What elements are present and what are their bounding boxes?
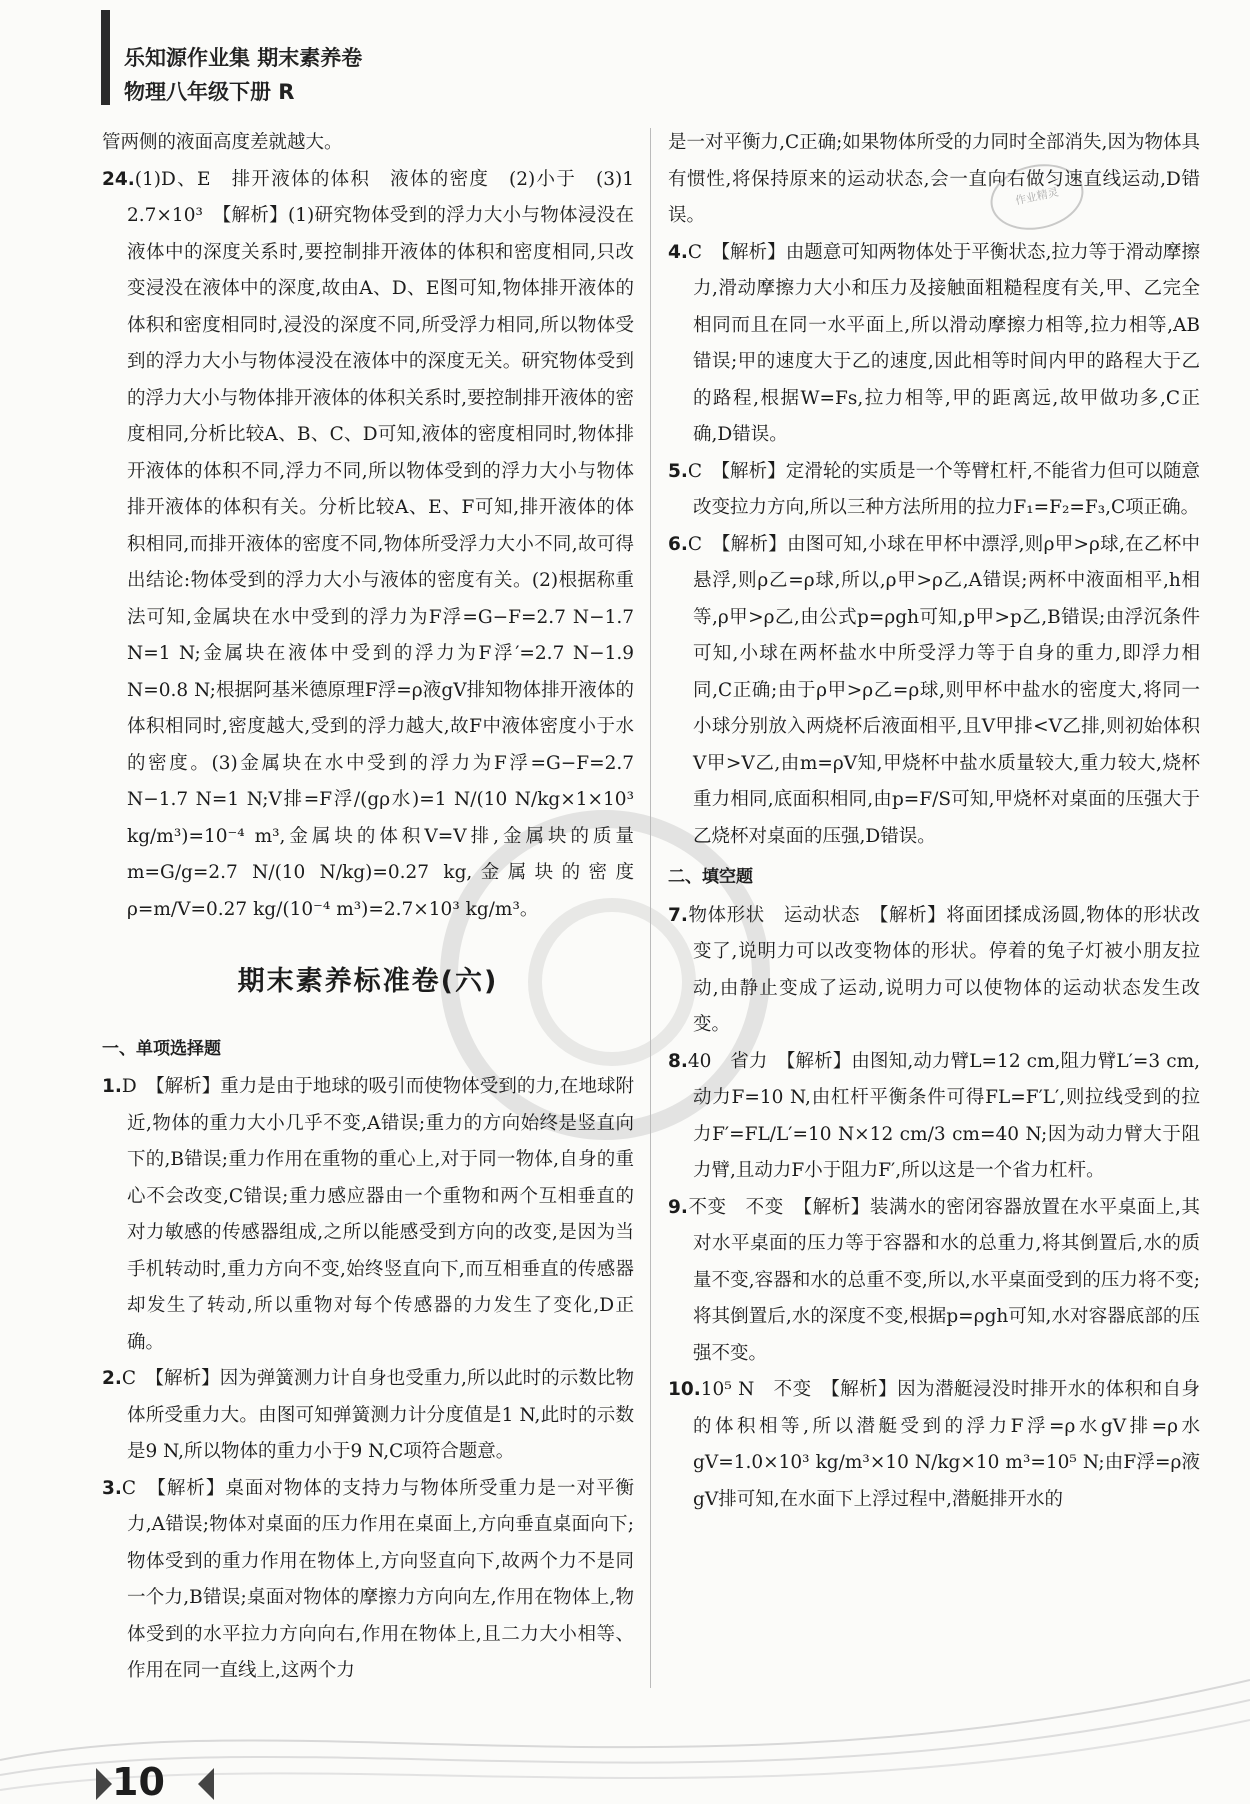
answer-text: 物体形状 运动状态 【解析】将面团揉成汤圆,物体的形状改变了,说明力可以改变物体的形状。停着的兔子灯被小朋友拉动,由静止变成了运动,说明力可以使物体的运动状态发生改变。 — [687, 904, 1200, 1035]
answer-number: 3. — [102, 1477, 122, 1499]
answer-4 — [668, 235, 1200, 454]
answer-number: 7. — [668, 904, 688, 926]
answer-text: 40 省力 【解析】由图知,动力臂L=12 cm,阻力臂L′=3 cm,动力F=10 N,由杠杆平衡条件可得FL=F′L′,则拉线受到的拉力F′=FL/L′=10 N×12 cm/3 cm=40 N;因为动力臂大于阻力臂,且动力F小于阻力F′,所以这是一个省力杠杆。 — [687, 1050, 1200, 1181]
answer-5 — [668, 454, 1200, 527]
answer-3 — [102, 1471, 634, 1690]
answer-number: 4. — [668, 241, 688, 263]
answer-10 — [668, 1372, 1200, 1518]
section-title: 期末素养标准卷(六) — [237, 966, 499, 997]
answer-6 — [668, 527, 1200, 856]
answer-text: 不变 不变 【解析】装满水的密闭容器放置在水平桌面上,其对水平桌面的压力等于容器和水的总重力,将其倒置后,水的质量不变,容器和水的总重不变,所以,水平桌面受到的压力将不变;将其倒置后,水的深度不变,根据p=ρgh可知,水对容器底部的压强不变。 — [687, 1196, 1200, 1364]
continuation-text: 是一对平衡力,C正确;如果物体所受的力同时全部消失,因为物体具有惯性,将保持原来的运动状态,会一直向右做匀速直线运动,D错误。 — [668, 132, 1200, 226]
book-subtitle: 物理八年级下册 R — [124, 80, 295, 104]
answer-number: 2. — [102, 1368, 122, 1389]
answer-1 — [102, 1069, 634, 1361]
answer-number: 10. — [668, 1379, 701, 1400]
answer-text: C 【解析】由题意可知两物体处于平衡状态,拉力等于滑动摩擦力,滑动摩擦力大小和压力及接触面粗糙程度有关,甲、乙完全相同而且在同一水平面上,所以滑动摩擦力相等,拉力相等,AB错误;甲的速度大于乙的速度,因此相等时间内甲的路程大于乙的路程,根据W=Fs,拉力相等,甲的距离远,故甲做功多,C正确,D错误。 — [687, 241, 1200, 445]
answer-24 — [102, 162, 653, 929]
answer-text: C 【解析】定滑轮的实质是一个等臂杠杆,不能省力但可以随意改变拉力方向,所以三种方法所用的拉力F₁=F₂=F₃,C项正确。 — [687, 460, 1200, 518]
answer-number: 1. — [102, 1076, 122, 1097]
answer-text: D 【解析】重力是由于地球的吸引而使物体受到的力,在地球附近,物体的重力大小几乎不变,A错误;重力的方向始终是竖直向下的,B错误;重力作用在重物的重心上,对于同一物体,自身的重心不会改变,C错误;重力感应器由一个重物和两个互相垂直的对力敏感的传感器组成,之所以能感受到方向的改变,是因为当手机转动时,重力方向不变,始终竖直向下,而互相垂直的传感器却发生了转动,所以重物对每个传感器的力发生了变化,D正确。 — [121, 1076, 634, 1353]
right-column — [668, 125, 1200, 1518]
answer-number: 6. — [668, 533, 688, 555]
answer-number: 5. — [668, 460, 688, 482]
answer-text: 10⁵ N 不变 【解析】因为潜艇浸没时排开水的体积和自身的体积相等,所以潜艇受到的浮力F浮=ρ水gV排=ρ水gV=1.0×10³ kg/m³×10 N/kg×10 m³=10⁵ N;由F浮=ρ液gV排可知,在水面下上浮过程中,潜艇排开水的 — [693, 1379, 1200, 1510]
answer-number: 24. — [102, 168, 135, 190]
section-heading-single-choice: 一、单项选择题 — [102, 1038, 221, 1059]
answer-8 — [668, 1044, 1200, 1190]
answer-text: (1)D、E 排开液体的体积 液体的密度 (2)小于 (3)1 2.7×10³ 【解析】(1)研究物体受到的浮力大小与物体浸没在液体中的深度关系时,要控制排开液体的体积和密度相同,只改变浸没在液体中的深度,故由A、D、E图可知,物体排开液体的体积和密度相同时,浸没的深度不同,所受浮力相同,所以物体受到的浮力大小与物体浸没在液体中的深度无关。研究物体受到的浮力大小与物体排开液体的体积关系时,要控制排开液体的密度相同,分析比较A、B、C、D可知,液体的密度相同时,物体排开液体的体积不同,浮力不同,所以物体受到的浮力大小与物体排开液体的体积有关。分析比较A、E、F可知,排开液体的体积相同,而排开液体的密度不同,物体所受浮力大小不同,故可得出结论:物体受到的浮力大小与液体的密度有关。(2)根据称重法可知,金属块在水中受到的浮力为F浮=G−F=2.7 N−1.7 N=1 N;金属块在液体中受到的浮力为F浮′=2.7 N−1.9 N=0.8 N;根据阿基米德原理F浮=ρ液gV排知物体排开液体的体积相同时,密度越大,受到的浮力越大,故F中液体密度小于水的密度。(3)金属块在水中受到的浮力为F浮=G−F=2.7 N−1.7 N=1 N;V排=F浮/(gρ水)=1 N/(10 N/kg×1×10³ kg/m³)=10⁻⁴ m³,金属块的体积V=V排,金属块的质量m=G/g=2.7 N/(10 N/kg)=0.27 kg,金属块的密度ρ=m/V=0.27 kg/(10⁻⁴ m³)=2.7×10³ kg/m³。 — [127, 168, 653, 920]
column-divider — [650, 128, 651, 1688]
answer-7 — [668, 898, 1200, 1044]
page-number-left-arrow-icon — [96, 1768, 112, 1800]
answer-number: 9. — [668, 1196, 688, 1218]
book-title: 乐知源作业集 期末素养卷 — [124, 46, 363, 70]
left-column — [102, 125, 653, 1690]
answer-2 — [102, 1361, 634, 1471]
answer-9 — [668, 1190, 1200, 1373]
answer-text: C 【解析】因为弹簧测力计自身也受重力,所以此时的示数比物体所受重力大。由图可知弹簧测力计分度值是1 N,此时的示数是9 N,所以物体的重力小于9 N,C项符合题意。 — [121, 1368, 634, 1462]
answer-text: C 【解析】由图可知,小球在甲杯中漂浮,则ρ甲>ρ球,在乙杯中悬浮,则ρ乙=ρ球,所以,ρ甲>ρ乙,A错误;两杯中液面相平,h相等,ρ甲>ρ乙,由公式p=ρgh可知,p甲>p乙,B错误;由浮沉条件可知,小球在两杯盐水中所受浮力等于自身的重力,即浮力相同,C正确;由于ρ甲>ρ乙=ρ球,则甲杯中盐水的密度大,将同一小球分别放入两烧杯后液面相平,且V甲排<V乙排,则初始体积V甲>V乙,由m=ρV知,甲烧杯中盐水质量较大,重力较大,烧杯重力相同,底面积相同,由p=F/S可知,甲烧杯对桌面的压强大于乙烧杯对桌面的压强,D错误。 — [687, 533, 1200, 847]
header-bar — [101, 10, 110, 105]
watermark-stamp: 作业精灵 — [984, 156, 1089, 238]
page-number-right-arrow-icon — [198, 1768, 214, 1800]
answer-number: 8. — [668, 1050, 688, 1072]
page-number: 10 — [112, 1760, 165, 1804]
section-heading-fill-blank: 二、填空题 — [668, 867, 753, 887]
answer-text: C 【解析】桌面对物体的支持力与物体所受重力是一对平衡力,A错误;物体对桌面的压力作用在桌面上,方向垂直桌面向下;物体受到的重力作用在物体上,方向竖直向下,故两个力不是同一个力,B错误;桌面对物体的摩擦力方向向左,作用在物体上,物体受到的水平拉力方向向右,作用在物体上,且二力大小相等、作用在同一直线上,这两个力 — [121, 1477, 634, 1681]
continuation-text: 管两侧的液面高度差就越大。 — [102, 132, 343, 153]
